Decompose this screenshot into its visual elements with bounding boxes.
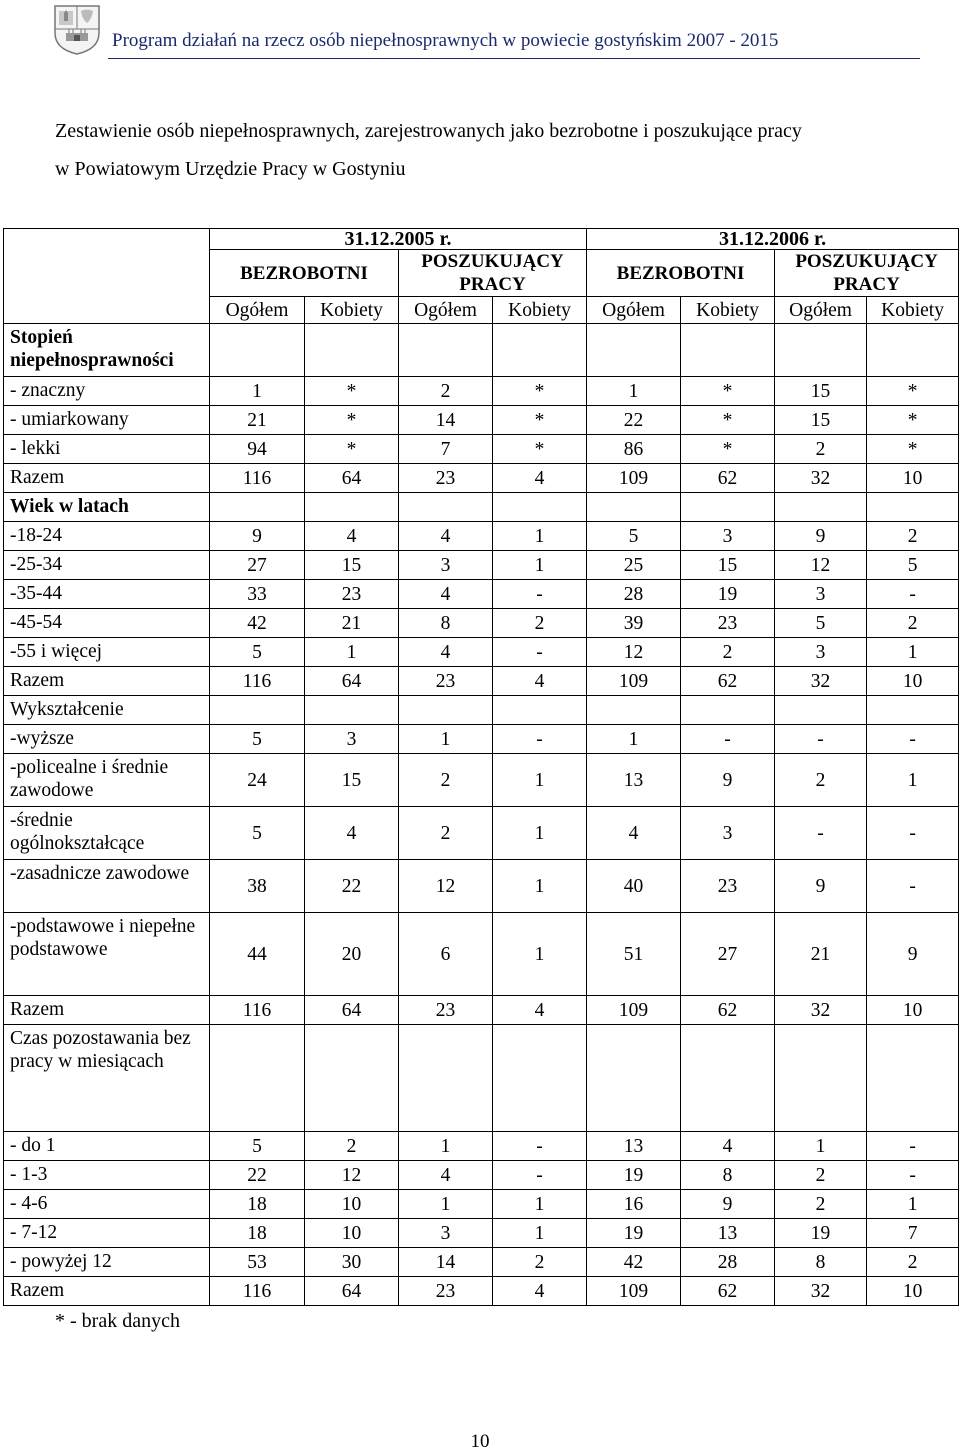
value-cell: 62 — [681, 667, 775, 696]
value-cell: 2 — [305, 1132, 399, 1161]
table-row — [4, 464, 959, 493]
value-cell: 4 — [493, 667, 587, 696]
value-cell: 23 — [681, 609, 775, 638]
empty-cell — [587, 493, 681, 522]
value-cell: 2 — [493, 1248, 587, 1277]
table-row — [4, 435, 959, 464]
value-cell: 1 — [867, 754, 959, 807]
value-cell: 16 — [587, 1190, 681, 1219]
header-corner-cell — [4, 229, 210, 324]
value-cell: 5 — [210, 1132, 305, 1161]
empty-cell — [399, 696, 493, 725]
group-header: BEZROBOTNI — [210, 250, 399, 297]
empty-cell — [775, 324, 867, 377]
value-cell: 4 — [399, 638, 493, 667]
empty-cell — [681, 1025, 775, 1132]
value-cell: 1 — [493, 807, 587, 860]
value-cell: 12 — [399, 860, 493, 913]
value-cell: 24 — [210, 754, 305, 807]
section-header-row — [4, 324, 959, 377]
value-cell: 23 — [399, 464, 493, 493]
empty-cell — [681, 696, 775, 725]
value-cell: 4 — [493, 464, 587, 493]
value-cell: 3 — [681, 522, 775, 551]
value-cell: 23 — [681, 860, 775, 913]
value-cell: 51 — [587, 913, 681, 996]
row-label: Razem — [4, 1277, 210, 1306]
value-cell: 2 — [867, 1248, 959, 1277]
row-label: -35-44 — [4, 580, 210, 609]
value-cell: 22 — [587, 406, 681, 435]
row-label: - 7-12 — [4, 1219, 210, 1248]
value-cell: 3 — [305, 725, 399, 754]
value-cell: 64 — [305, 667, 399, 696]
empty-cell — [775, 696, 867, 725]
value-cell: - — [493, 1161, 587, 1190]
footnote: * - brak danych — [55, 1310, 180, 1332]
value-cell: 2 — [775, 435, 867, 464]
value-cell: 10 — [867, 464, 959, 493]
row-label: -18-24 — [4, 522, 210, 551]
value-cell: 3 — [399, 551, 493, 580]
row-label: -policealne i średnie zawodowe — [4, 754, 210, 807]
value-cell: 1 — [867, 1190, 959, 1219]
value-cell: 5 — [775, 609, 867, 638]
value-cell: * — [681, 377, 775, 406]
value-cell: 2 — [775, 754, 867, 807]
table-row — [4, 609, 959, 638]
value-cell: 116 — [210, 667, 305, 696]
value-cell: 33 — [210, 580, 305, 609]
table-row — [4, 913, 959, 996]
value-cell: 22 — [210, 1161, 305, 1190]
value-cell: 94 — [210, 435, 305, 464]
table-header — [4, 229, 959, 324]
empty-cell — [775, 493, 867, 522]
empty-cell — [681, 324, 775, 377]
value-cell: * — [867, 406, 959, 435]
value-cell: 4 — [305, 807, 399, 860]
value-cell: 1 — [775, 1132, 867, 1161]
table-row — [4, 377, 959, 406]
value-cell: 2 — [775, 1190, 867, 1219]
date-2005-header: 31.12.2005 r. — [210, 229, 587, 250]
value-cell: 23 — [399, 1277, 493, 1306]
row-label: - 4-6 — [4, 1190, 210, 1219]
value-cell: 9 — [681, 1190, 775, 1219]
value-cell: 28 — [587, 580, 681, 609]
row-label: - 1-3 — [4, 1161, 210, 1190]
subheader-cell: Kobiety — [867, 297, 959, 324]
value-cell: 19 — [587, 1219, 681, 1248]
header-rule — [108, 58, 920, 59]
value-cell: - — [867, 807, 959, 860]
value-cell: 9 — [775, 522, 867, 551]
row-label: - do 1 — [4, 1132, 210, 1161]
value-cell: 5 — [210, 725, 305, 754]
value-cell: * — [305, 406, 399, 435]
value-cell: 6 — [399, 913, 493, 996]
value-cell: 14 — [399, 1248, 493, 1277]
row-label: - umiarkowany — [4, 406, 210, 435]
value-cell: 2 — [399, 807, 493, 860]
value-cell: 1 — [399, 725, 493, 754]
value-cell: 7 — [399, 435, 493, 464]
value-cell: 13 — [587, 1132, 681, 1161]
empty-cell — [587, 1025, 681, 1132]
empty-cell — [399, 1025, 493, 1132]
value-cell: 22 — [305, 860, 399, 913]
value-cell: - — [775, 807, 867, 860]
empty-cell — [305, 493, 399, 522]
document-title — [55, 112, 802, 188]
value-cell: 12 — [587, 638, 681, 667]
subheader-cell: Kobiety — [493, 297, 587, 324]
value-cell: * — [305, 377, 399, 406]
value-cell: 64 — [305, 464, 399, 493]
value-cell: 15 — [775, 406, 867, 435]
value-cell: 40 — [587, 860, 681, 913]
value-cell: 39 — [587, 609, 681, 638]
section-title: Wiek w latach — [4, 493, 210, 522]
value-cell: 10 — [867, 1277, 959, 1306]
value-cell: * — [867, 435, 959, 464]
value-cell: 109 — [587, 464, 681, 493]
value-cell: 109 — [587, 996, 681, 1025]
value-cell: * — [493, 435, 587, 464]
value-cell: 1 — [493, 522, 587, 551]
value-cell: - — [867, 725, 959, 754]
value-cell: 8 — [681, 1161, 775, 1190]
table-row — [4, 580, 959, 609]
value-cell: 14 — [399, 406, 493, 435]
value-cell: 12 — [305, 1161, 399, 1190]
value-cell: 1 — [867, 638, 959, 667]
empty-cell — [493, 1025, 587, 1132]
value-cell: 109 — [587, 667, 681, 696]
subheader-cell: Ogółem — [587, 297, 681, 324]
row-label: -45-54 — [4, 609, 210, 638]
value-cell: 3 — [775, 638, 867, 667]
value-cell: 64 — [305, 1277, 399, 1306]
value-cell: 32 — [775, 667, 867, 696]
value-cell: - — [493, 638, 587, 667]
value-cell: 19 — [775, 1219, 867, 1248]
value-cell: 1 — [399, 1132, 493, 1161]
table-row — [4, 807, 959, 860]
row-label: -podstawowe i niepełne podstawowe — [4, 913, 210, 996]
value-cell: 64 — [305, 996, 399, 1025]
table-row — [4, 1219, 959, 1248]
empty-cell — [681, 493, 775, 522]
value-cell: 2 — [493, 609, 587, 638]
empty-cell — [867, 1025, 959, 1132]
value-cell: 1 — [493, 754, 587, 807]
subheader-cell: Ogółem — [399, 297, 493, 324]
value-cell: * — [493, 377, 587, 406]
document-title-line1: Zestawienie osób niepełnosprawnych, zarejestrowanych jako bezrobotne i poszukujące pracy — [55, 120, 802, 142]
value-cell: 20 — [305, 913, 399, 996]
value-cell: 7 — [867, 1219, 959, 1248]
value-cell: 4 — [493, 1277, 587, 1306]
empty-cell — [210, 493, 305, 522]
table-row — [4, 551, 959, 580]
group-header: POSZUKUJĄCY PRACY — [775, 250, 959, 297]
empty-cell — [305, 696, 399, 725]
value-cell: 109 — [587, 1277, 681, 1306]
value-cell: 9 — [681, 754, 775, 807]
value-cell: 9 — [867, 913, 959, 996]
value-cell: 5 — [210, 807, 305, 860]
value-cell: 1 — [587, 725, 681, 754]
value-cell: 9 — [775, 860, 867, 913]
value-cell: 21 — [210, 406, 305, 435]
value-cell: 32 — [775, 1277, 867, 1306]
value-cell: 116 — [210, 464, 305, 493]
value-cell: 23 — [399, 667, 493, 696]
value-cell: 8 — [399, 609, 493, 638]
subheader-cell: Kobiety — [681, 297, 775, 324]
value-cell: 3 — [681, 807, 775, 860]
coat-of-arms-logo — [52, 3, 102, 55]
table-row — [4, 1132, 959, 1161]
table-row — [4, 860, 959, 913]
value-cell: 32 — [775, 464, 867, 493]
value-cell: 62 — [681, 464, 775, 493]
value-cell: 2 — [775, 1161, 867, 1190]
value-cell: 1 — [493, 1219, 587, 1248]
table-row — [4, 522, 959, 551]
document-title-line2: w Powiatowym Urzędzie Pracy w Gostyniu — [55, 158, 406, 180]
date-2006-header: 31.12.2006 r. — [587, 229, 959, 250]
group-header: BEZROBOTNI — [587, 250, 775, 297]
value-cell: * — [305, 435, 399, 464]
value-cell: - — [681, 725, 775, 754]
value-cell: 1 — [493, 860, 587, 913]
value-cell: 1 — [399, 1190, 493, 1219]
value-cell: 1 — [305, 638, 399, 667]
empty-cell — [399, 493, 493, 522]
section-header-row — [4, 493, 959, 522]
value-cell: 4 — [681, 1132, 775, 1161]
value-cell: 19 — [681, 580, 775, 609]
row-label: Razem — [4, 996, 210, 1025]
value-cell: 1 — [493, 1190, 587, 1219]
subheader-cell: Ogółem — [210, 297, 305, 324]
value-cell: 27 — [681, 913, 775, 996]
value-cell: 62 — [681, 1277, 775, 1306]
value-cell: 5 — [210, 638, 305, 667]
value-cell: 2 — [399, 754, 493, 807]
empty-cell — [867, 696, 959, 725]
empty-cell — [587, 696, 681, 725]
value-cell: * — [681, 406, 775, 435]
table-row — [4, 638, 959, 667]
empty-cell — [493, 324, 587, 377]
empty-cell — [210, 1025, 305, 1132]
value-cell: 10 — [867, 667, 959, 696]
value-cell: 13 — [587, 754, 681, 807]
value-cell: 3 — [399, 1219, 493, 1248]
table-row — [4, 996, 959, 1025]
section-header-row — [4, 1025, 959, 1132]
value-cell: - — [493, 580, 587, 609]
value-cell: 116 — [210, 996, 305, 1025]
row-label: -zasadnicze zawodowe — [4, 860, 210, 913]
row-label: - powyżej 12 — [4, 1248, 210, 1277]
empty-cell — [210, 696, 305, 725]
value-cell: 1 — [210, 377, 305, 406]
page-number: 10 — [470, 1431, 490, 1452]
table-row — [4, 725, 959, 754]
value-cell: 4 — [587, 807, 681, 860]
value-cell: 10 — [867, 996, 959, 1025]
value-cell: 23 — [305, 580, 399, 609]
value-cell: 28 — [681, 1248, 775, 1277]
row-label: -wyższe — [4, 725, 210, 754]
empty-cell — [867, 324, 959, 377]
value-cell: 21 — [775, 913, 867, 996]
value-cell: 4 — [399, 580, 493, 609]
value-cell: 15 — [681, 551, 775, 580]
value-cell: 2 — [399, 377, 493, 406]
value-cell: - — [493, 1132, 587, 1161]
value-cell: - — [775, 725, 867, 754]
value-cell: 1 — [587, 377, 681, 406]
value-cell: 42 — [587, 1248, 681, 1277]
value-cell: * — [493, 406, 587, 435]
table-row — [4, 1161, 959, 1190]
empty-cell — [399, 324, 493, 377]
value-cell: 5 — [867, 551, 959, 580]
value-cell: 42 — [210, 609, 305, 638]
value-cell: * — [867, 377, 959, 406]
value-cell: 38 — [210, 860, 305, 913]
empty-cell — [587, 324, 681, 377]
value-cell: 23 — [399, 996, 493, 1025]
group-header: POSZUKUJĄCY PRACY — [399, 250, 587, 297]
value-cell: 27 — [210, 551, 305, 580]
value-cell: 2 — [681, 638, 775, 667]
value-cell: 62 — [681, 996, 775, 1025]
value-cell: 32 — [775, 996, 867, 1025]
value-cell: - — [867, 860, 959, 913]
empty-cell — [775, 1025, 867, 1132]
row-label: - lekki — [4, 435, 210, 464]
empty-cell — [493, 696, 587, 725]
table-row — [4, 406, 959, 435]
empty-cell — [493, 493, 587, 522]
value-cell: 86 — [587, 435, 681, 464]
table-row — [4, 1248, 959, 1277]
value-cell: 1 — [493, 913, 587, 996]
table-row — [4, 667, 959, 696]
value-cell: 30 — [305, 1248, 399, 1277]
row-label: Razem — [4, 464, 210, 493]
row-label: -55 i więcej — [4, 638, 210, 667]
value-cell: 13 — [681, 1219, 775, 1248]
empty-cell — [305, 1025, 399, 1132]
table-row — [4, 1190, 959, 1219]
row-label: - znaczny — [4, 377, 210, 406]
value-cell: 2 — [867, 609, 959, 638]
value-cell: 18 — [210, 1219, 305, 1248]
value-cell: * — [681, 435, 775, 464]
empty-cell — [210, 324, 305, 377]
statistics-table — [3, 228, 959, 1306]
value-cell: 15 — [775, 377, 867, 406]
section-header-row — [4, 696, 959, 725]
value-cell: - — [867, 1132, 959, 1161]
value-cell: 5 — [587, 522, 681, 551]
value-cell: 4 — [399, 522, 493, 551]
value-cell: 25 — [587, 551, 681, 580]
header-title: Program działań na rzecz osób niepełnosprawnych w powiecie gostyńskim 2007 - 2015 — [112, 30, 779, 51]
value-cell: 15 — [305, 754, 399, 807]
value-cell: 4 — [493, 996, 587, 1025]
subheader-cell: Ogółem — [775, 297, 867, 324]
subheader-cell: Kobiety — [305, 297, 399, 324]
section-title: Stopień niepełnosprawności — [4, 324, 210, 377]
value-cell: 19 — [587, 1161, 681, 1190]
value-cell: - — [493, 725, 587, 754]
empty-cell — [867, 493, 959, 522]
value-cell: 12 — [775, 551, 867, 580]
table-row — [4, 754, 959, 807]
section-title: Czas pozostawania bez pracy w miesiącach — [4, 1025, 210, 1132]
row-label: -25-34 — [4, 551, 210, 580]
empty-cell — [305, 324, 399, 377]
value-cell: 44 — [210, 913, 305, 996]
value-cell: - — [867, 580, 959, 609]
value-cell: 10 — [305, 1219, 399, 1248]
value-cell: 8 — [775, 1248, 867, 1277]
value-cell: 4 — [399, 1161, 493, 1190]
table-row — [4, 1277, 959, 1306]
value-cell: 4 — [305, 522, 399, 551]
value-cell: 3 — [775, 580, 867, 609]
value-cell: 15 — [305, 551, 399, 580]
value-cell: 2 — [867, 522, 959, 551]
value-cell: 10 — [305, 1190, 399, 1219]
value-cell: - — [867, 1161, 959, 1190]
value-cell: 18 — [210, 1190, 305, 1219]
row-label: Razem — [4, 667, 210, 696]
value-cell: 1 — [493, 551, 587, 580]
section-title: Wykształcenie — [4, 696, 210, 725]
value-cell: 21 — [305, 609, 399, 638]
table-body — [4, 324, 959, 1306]
value-cell: 53 — [210, 1248, 305, 1277]
value-cell: 116 — [210, 1277, 305, 1306]
row-label: -średnie ogólnokształcące — [4, 807, 210, 860]
value-cell: 9 — [210, 522, 305, 551]
